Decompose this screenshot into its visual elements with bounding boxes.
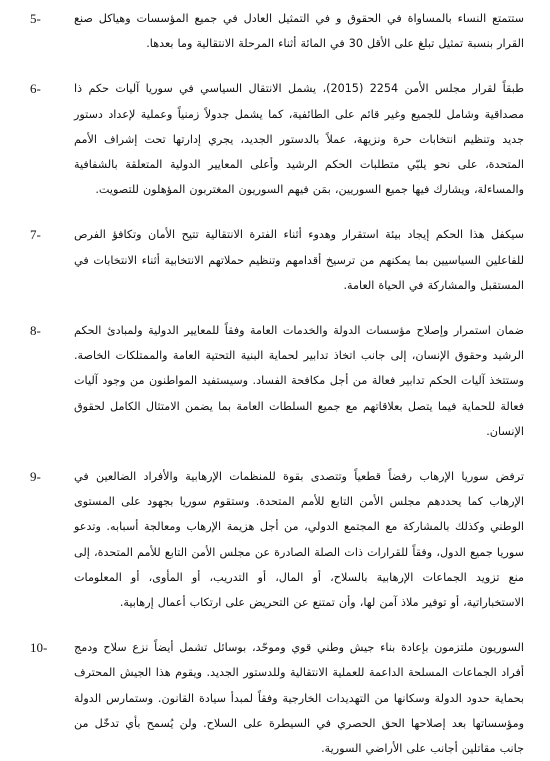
list-item [28,635,524,761]
list-item [28,222,524,298]
item-number: 10- [30,640,48,656]
item-number: 7- [30,227,41,243]
item-text: ضمان استمرار وإصلاح مؤسسات الدولة والخدمات العامة وفقاً للمعايير الدولية ولمبادئ الحكم الرشيد وحقوق الإنسان، إلى جانب اتخاذ تدابير لحماية البنية التحتية العامة والممتلكات الخاصة. وستتخذ آليات الحكم تدابير فعالة من أجل مكافحة الفساد. وسيستفيد المواطنون من وجود آليات فعالة للحماية فيما يتصل بعلاقاتهم مع جميع السلطات العامة بما يضمن الامتثال الكامل لحقوق الإنسان. [74,324,524,438]
item-text: طبقاً لقرار مجلس الأمن 2254 (2015)، يشمل الانتقال السياسي في سوريا آليات حكم ذا مصداقية وشامل للجميع وغير قائم على الطائفية، كما يشمل جدولاً زمنياً وعملية لإعداد دستور جديد وتنظيم انتخابات حرة ونزيهة، عملاً بالدستور الجديد، يجري إدارتها تحت إشراف الأمم المتحدة، على نحو يلبّي متطلبات الحكم الرشيد وأعلى المعايير الدولية المتعلقة بالشفافية والمساءلة، ويشارك فيها جميع السوريين، بمَن فيهم السوريون المغتربون المؤهلون للتصويت. [74,82,524,197]
list-item [28,6,524,56]
item-number: 8- [30,323,41,339]
item-text: ستتمتع النساء بالمساواة في الحقوق و في التمثيل العادل في جميع المؤسسات وهياكل صنع القرار بنسبة تمثيل تبلغ على الأقل 30 في المائة أثناء المرحلة الانتقالية وما بعدها. [74,12,524,51]
item-number: 5- [30,11,41,26]
item-text: ترفض سوريا الإرهاب رفضاً قطعياً وتتصدى بقوة للمنظمات الإرهابية والأفراد الضالعين في الإرهاب كما يحددهم مجلس الأمن التابع للأمم المتحدة. وستقوم سوريا بجهود على المستوى الوطني وكذلك بالمشاركة مع المجتمع الدولي، من أجل هزيمة الإرهاب ومعالجة أسبابه. وتدعو سوريا جميع الدول، وفقاً للقرارات ذات الصلة الصادرة عن مجلس الأمن التابع للأمم المتحدة، إلى منع تزويد الجماعات الإرهابية بالسلاح، أو المال، أو التدريب، أو المأوى، أو المعلومات الاستخباراتية، أو توفير ملاذ آمن لها، وأن تمتنع عن التحريض على ارتكاب أعمال إرهابية. [74,470,524,610]
list-item [28,318,524,444]
item-number: 6- [30,81,41,97]
item-text: سيكفل هذا الحكم إيجاد بيئة استقرار وهدوء أثناء الفترة الانتقالية تتيح الأمان وتكافؤ الفرص للفاعلين السياسيين بما يمكنهم من ترسيخ أقدامهم وتنظيم حملاتهم الانتخابية أثناء الانتخابات في المستقبل والمشاركة في الحياة العامة. [74,228,524,292]
list-item [28,464,524,615]
item-text: السوريون ملتزمون بإعادة بناء جيش وطني قوي وموحّد، بوسائل تشمل أيضاً نزع سلاح ودمج أفراد الجماعات المسلحة الداعمة للعملية الانتقالية وللدستور الجديد. ويقوم هذا الجيش المحترف بحماية حدود الدولة وسكانها من التهديدات الخارجية وفقاً لمبدأ سيادة القانون. وستمارس الدولة ومؤسساتها بعد إصلاحها الحق الحصري في السيطرة على السلاح. ولن يُسمح بأي تدخّل من جانب مقاتلين أجانب على الأراضي السورية. [74,641,524,756]
item-number: 9- [30,469,41,485]
list-item [28,76,524,202]
